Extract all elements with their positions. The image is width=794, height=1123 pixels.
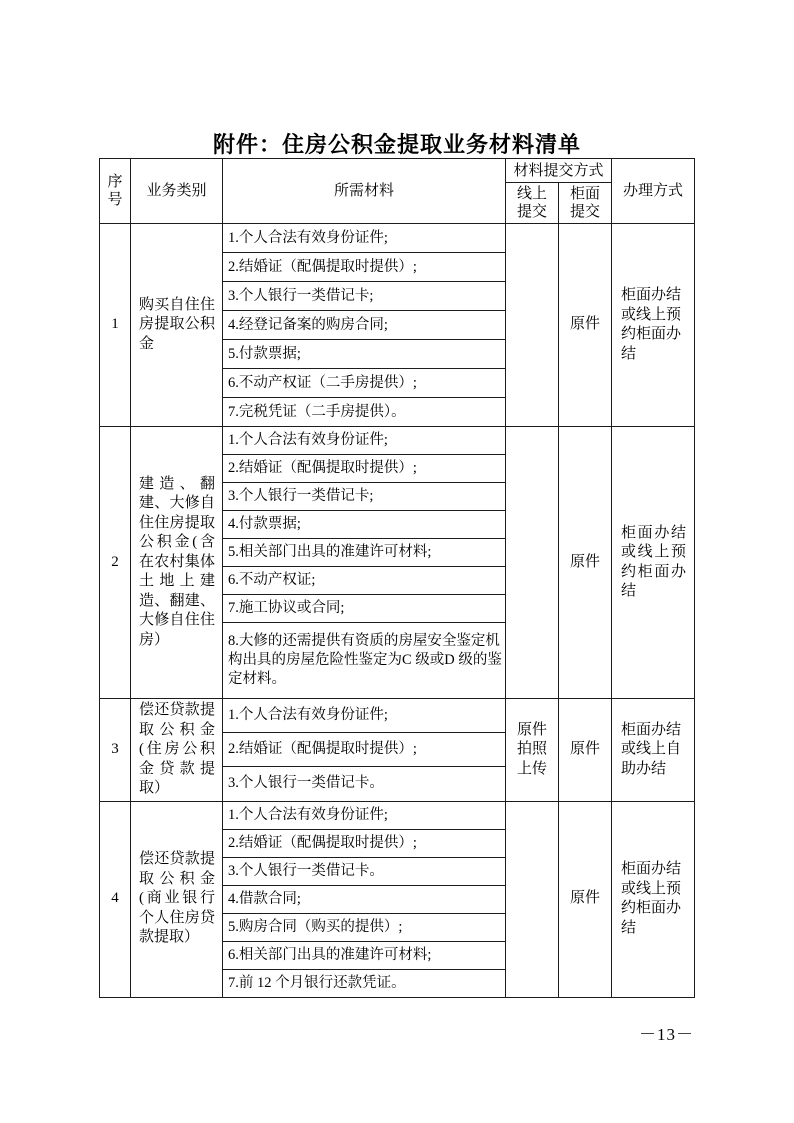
material-cell: 4.经登记备案的购房合同;: [223, 311, 506, 340]
material-cell: 3.个人银行一类借记卡;: [223, 282, 506, 311]
material-cell: 7.前 12 个月银行还款凭证。: [223, 969, 506, 997]
online-submission-cell: 原件拍照上传: [506, 699, 559, 802]
serial-cell: 1: [100, 224, 131, 427]
material-cell: 2.结婚证（配偶提取时提供）;: [223, 253, 506, 282]
material-cell: 1.个人合法有效身份证件;: [223, 224, 506, 253]
material-cell: 1.个人合法有效身份证件;: [223, 801, 506, 829]
counter-submission-cell: 原件: [559, 801, 612, 997]
category-cell: 偿还贷款提取公积金(商业银行个人住房贷款提取）: [131, 801, 223, 997]
counter-submission-cell: 原件: [559, 224, 612, 427]
handling-method-cell: 柜面办结或线上预约柜面办结: [612, 801, 695, 997]
page-number: －13－: [639, 1025, 694, 1044]
online-submission-cell: [506, 427, 559, 699]
header-serial: 序号: [100, 159, 131, 224]
material-cell: 6.相关部门出具的准建许可材料;: [223, 941, 506, 969]
handling-method-cell: 柜面办结或线上预约柜面办结: [612, 224, 695, 427]
material-cell: 3.个人银行一类借记卡。: [223, 767, 506, 801]
material-cell: 7.完税凭证（二手房提供）。: [223, 398, 506, 427]
material-cell: 5.付款票据;: [223, 340, 506, 369]
header-handling-method: 办理方式: [612, 159, 695, 224]
material-cell: 2.结婚证（配偶提取时提供）;: [223, 455, 506, 483]
serial-cell: 3: [100, 699, 131, 802]
category-cell: 偿还贷款提取公积金(住房公积金贷款提取）: [131, 699, 223, 802]
material-cell: 4.付款票据;: [223, 511, 506, 539]
material-cell: 1.个人合法有效身份证件;: [223, 699, 506, 733]
category-cell: 建造、翻建、大修自住住房提取公积金(含在农村集体土地上建造、翻建、大修自住住房）: [131, 427, 223, 699]
category-cell: 购买自住住房提取公积金: [131, 224, 223, 427]
counter-submission-cell: 原件: [559, 699, 612, 802]
material-cell: 3.个人银行一类借记卡。: [223, 857, 506, 885]
page-title: 附件：住房公积金提取业务材料清单: [212, 132, 581, 157]
header-online-submission: 线上提交: [506, 183, 559, 224]
material-cell: 6.不动产权证;: [223, 567, 506, 595]
material-cell: 5.相关部门出具的准建许可材料;: [223, 539, 506, 567]
material-cell: 2.结婚证（配偶提取时提供）;: [223, 829, 506, 857]
material-cell: 1.个人合法有效身份证件;: [223, 427, 506, 455]
header-materials: 所需材料: [223, 159, 506, 224]
serial-cell: 2: [100, 427, 131, 699]
serial-cell: 4: [100, 801, 131, 997]
materials-table: [99, 158, 695, 998]
material-cell: 2.结婚证（配偶提取时提供）;: [223, 733, 506, 767]
counter-submission-cell: 原件: [559, 427, 612, 699]
handling-method-cell: 柜面办结或线上预约柜面办结: [612, 427, 695, 699]
header-submission-method: 材料提交方式: [506, 159, 612, 183]
material-cell: 4.借款合同;: [223, 885, 506, 913]
handling-method-cell: 柜面办结或线上自助办结: [612, 699, 695, 802]
material-cell: 7.施工协议或合同;: [223, 595, 506, 623]
online-submission-cell: [506, 801, 559, 997]
header-category: 业务类别: [131, 159, 223, 224]
material-cell: 3.个人银行一类借记卡;: [223, 483, 506, 511]
material-cell: 6.不动产权证（二手房提供）;: [223, 369, 506, 398]
material-cell: 5.购房合同（购买的提供）;: [223, 913, 506, 941]
online-submission-cell: [506, 224, 559, 427]
material-cell: 8.大修的还需提供有资质的房屋安全鉴定机构出具的房屋危险性鉴定为C 级或D 级的鉴定材料。: [223, 623, 506, 699]
header-counter-submission: 柜面提交: [559, 183, 612, 224]
